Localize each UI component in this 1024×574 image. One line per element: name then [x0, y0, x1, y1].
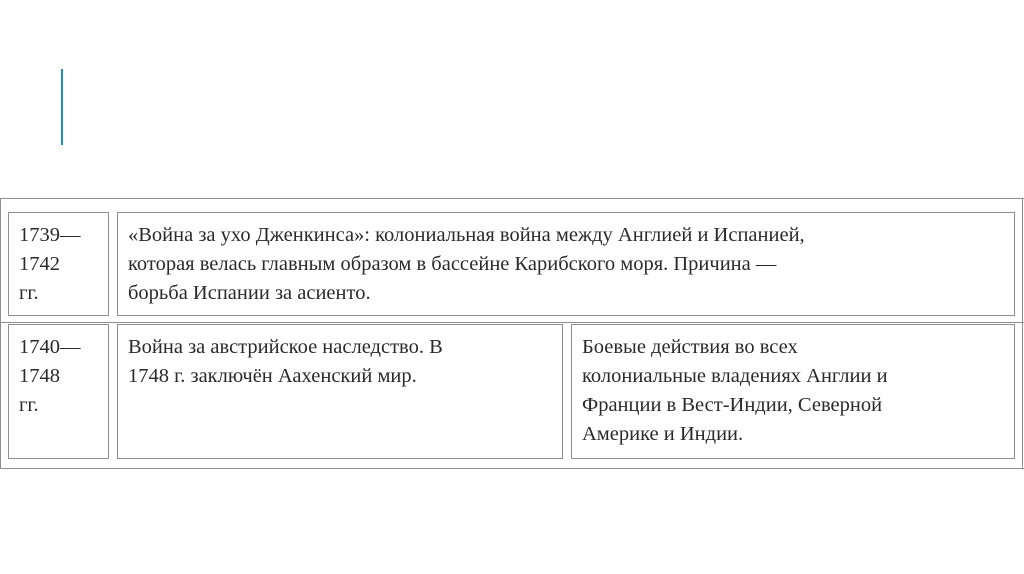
table-bottom-rule — [0, 468, 1024, 469]
table-row-2-date: 1740— 1748 гг. — [19, 336, 81, 416]
table-left-rule — [0, 198, 1, 468]
table-right-rule — [1022, 198, 1023, 468]
table-row-2-note-cell — [571, 324, 1015, 459]
title-accent-bar — [61, 69, 63, 145]
table-row-1-date-cell — [8, 212, 109, 316]
table-row-1-date: 1739— 1742 гг. — [19, 224, 81, 304]
table-row-2-note: Боевые действия во всех колониальные владениях Англии и Франции в Вест-Индии, Северной Америке и Индии. — [582, 336, 888, 445]
table-row-1-event: «Война за ухо Дженкинса»: колониальная война между Англией и Испанией, которая велась главным образом в бассейне Карибского моря. Причина — борьба Испании за асиенто. — [128, 224, 805, 304]
table-row-2-date-cell — [8, 324, 109, 459]
table-row-divider — [0, 322, 1024, 323]
table-top-rule — [0, 198, 1024, 199]
table-row-1-event-cell — [117, 212, 1015, 316]
table-row-2-event: Война за австрийское наследство. В 1748 г. заключён Аахенский мир. — [128, 336, 443, 387]
table-row-2-event-cell — [117, 324, 563, 459]
